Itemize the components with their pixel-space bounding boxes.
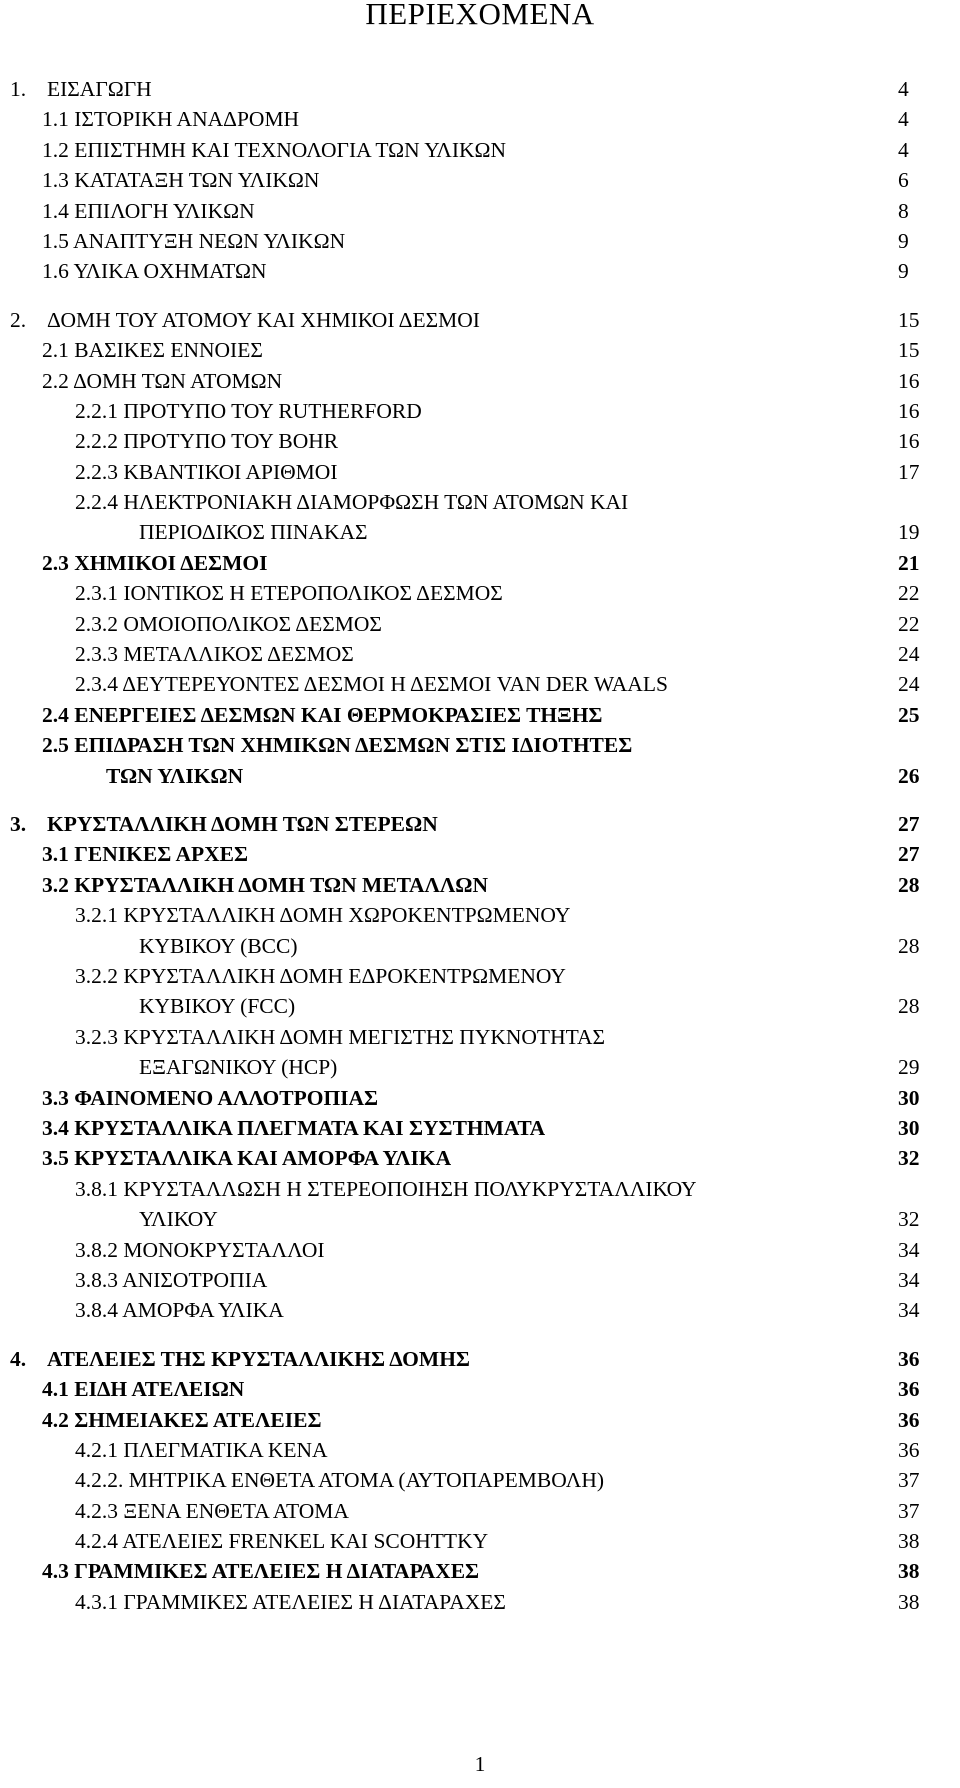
- toc-entry-title: [75, 669, 668, 699]
- toc-entry-title: [42, 1143, 451, 1173]
- toc-entry-number: 2.2.1: [75, 398, 118, 423]
- toc-entry-number: 2.3.3: [75, 642, 118, 667]
- toc-entry-title: [42, 839, 248, 869]
- toc-entry-number: 4.3: [42, 1559, 69, 1584]
- toc-entry[interactable]: [0, 366, 960, 396]
- toc-entry-title: [42, 104, 299, 134]
- toc-entry-number: 3.8.1: [75, 1176, 118, 1201]
- toc-entry-number: 3.8.2: [75, 1237, 118, 1262]
- toc-entry-text: ΜΕΤΑΛΛΙΚΟΣ ΔΕΣΜΟΣ: [123, 642, 354, 667]
- toc-entry-text-continued: ΥΛΙΚΟΥ: [139, 1207, 218, 1232]
- toc-entry-page: 17: [898, 459, 920, 484]
- toc-entry-title: [42, 548, 268, 578]
- toc-entry-number: 4.2.4: [75, 1529, 118, 1554]
- toc-entry-number: 1.3: [42, 168, 69, 193]
- toc-entry-number: 1.2: [42, 137, 69, 162]
- toc-entry-title: [42, 1113, 545, 1143]
- toc-entry-text: ΜΟΝΟΚΡΥΣΤΑΛΛΟΙ: [123, 1237, 325, 1262]
- toc-entry-title: [10, 809, 438, 839]
- toc-entry[interactable]: [0, 639, 960, 669]
- toc-entry-text: ΔΟΜΗ ΤΩΝ ΑΤΟΜΩΝ: [73, 368, 283, 393]
- toc-entry[interactable]: [0, 457, 960, 487]
- toc-entry-number: 1.1: [42, 107, 69, 132]
- toc-entry-number: 3.8.3: [75, 1267, 118, 1292]
- toc-entry-text: ΕΠΙΛΟΓΗ ΥΛΙΚΩΝ: [74, 198, 255, 223]
- toc-entry-title: [75, 1295, 284, 1325]
- toc-entry-text: ΚΡΥΣΤΑΛΛΙΚΑ ΚΑΙ ΑΜΟΡΦΑ ΥΛΙΚΑ: [74, 1146, 452, 1171]
- toc-entry[interactable]: [0, 1174, 960, 1235]
- toc-entry-number: 2.2.2: [75, 429, 118, 454]
- toc-entry[interactable]: [0, 256, 960, 286]
- toc-entry-text: ΚΡΥΣΤΑΛΛΙΚΗ ΔΟΜΗ ΤΩΝ ΜΕΤΑΛΛΩΝ: [74, 872, 489, 897]
- toc-entry-page: 24: [898, 672, 920, 697]
- toc-entry-page: 9: [898, 228, 909, 253]
- toc-entry-page: 9: [898, 259, 909, 284]
- toc-entry-number: 3.: [10, 812, 27, 837]
- toc-entry[interactable]: [0, 1113, 960, 1143]
- toc-entry-page: 8: [898, 198, 909, 223]
- toc-entry-number: 4.2.2.: [75, 1468, 124, 1493]
- toc-entry-page: 27: [898, 812, 920, 837]
- toc-entry[interactable]: [0, 74, 960, 104]
- toc-entry[interactable]: [0, 135, 960, 165]
- toc-entry[interactable]: [0, 1374, 960, 1404]
- toc-entry-title: [75, 1174, 697, 1235]
- toc-entry-title: [75, 1235, 325, 1265]
- toc-entry-page: 37: [898, 1468, 920, 1493]
- toc-entry-page: 34: [898, 1298, 920, 1323]
- toc-entry-page: 36: [898, 1437, 920, 1462]
- toc-entry-text: ΓΡΑΜΜΙΚΕΣ ΑΤΕΛΕΙΕΣ Η ΔΙΑΤΑΡΑΧΕΣ: [123, 1589, 506, 1614]
- toc-entry-text: ΦΑΙΝΟΜΕΝΟ ΑΛΛΟΤΡΟΠΙΑΣ: [74, 1085, 379, 1110]
- toc-entry[interactable]: [0, 578, 960, 608]
- toc-entry[interactable]: [0, 548, 960, 578]
- toc-entry-number: 2.3.2: [75, 611, 118, 636]
- toc-entry-title: [75, 609, 382, 639]
- toc-entry-text: ΠΛΕΓΜΑΤΙΚΑ ΚΕΝΑ: [123, 1437, 328, 1462]
- toc-entry-number: 3.3: [42, 1085, 69, 1110]
- toc-entry-title: [75, 578, 503, 608]
- toc-entry-text: ΕΙΣΑΓΩΓΗ: [47, 77, 152, 101]
- toc-entry-text: ΚΡΥΣΤΑΛΛΙΚΗ ΔΟΜΗ ΧΩΡΟΚΕΝΤΡΩΜΕΝΟΥ: [123, 903, 571, 928]
- toc-entry[interactable]: [0, 196, 960, 226]
- toc-entry-text: ΓΡΑΜΜΙΚΕΣ ΑΤΕΛΕΙΕΣ Η ΔΙΑΤΑΡΑΧΕΣ: [74, 1559, 480, 1584]
- toc-entry-text: ΚΡΥΣΤΑΛΛΙΚΗ ΔΟΜΗ ΕΔΡΟΚΕΝΤΡΩΜΕΝΟΥ: [123, 963, 566, 988]
- toc-entry-number: 3.8.4: [75, 1298, 118, 1323]
- toc-entry-text: ΕΙΔΗ ΑΤΕΛΕΙΩΝ: [74, 1377, 245, 1402]
- toc-entry-text: ΣΗΜΕΙΑΚΕΣ ΑΤΕΛΕΙΕΣ: [74, 1407, 322, 1432]
- toc-entry-number: 4.: [10, 1346, 27, 1371]
- toc-entry[interactable]: [0, 700, 960, 730]
- toc-entry-page: 38: [898, 1529, 920, 1554]
- toc-entry-title: [75, 396, 422, 426]
- toc-entry-page: 36: [898, 1377, 920, 1402]
- toc-entry[interactable]: [0, 104, 960, 134]
- toc-entry-text: ΚΡΥΣΤΑΛΛΙΚΑ ΠΛΕΓΜΑΤΑ ΚΑΙ ΣΥΣΤΗΜΑΤΑ: [74, 1115, 546, 1140]
- toc-entry-number: 4.3.1: [75, 1589, 118, 1614]
- toc-entry-page: 34: [898, 1267, 920, 1292]
- toc-entry[interactable]: [0, 1265, 960, 1295]
- toc-entry[interactable]: [0, 1295, 960, 1325]
- toc-entry-number: 3.4: [42, 1115, 69, 1140]
- toc-entry-text-continued: ΠΕΡΙΟΔΙΚΟΣ ΠΙΝΑΚΑΣ: [139, 520, 368, 545]
- toc-entry-title: [75, 900, 570, 961]
- toc-entry-text: ΠΡΟΤΥΠΟ ΤΟΥ BOHR: [123, 429, 339, 454]
- toc-entry-title: [42, 366, 282, 396]
- toc-entry-page: 30: [898, 1115, 920, 1140]
- toc-entry[interactable]: [0, 487, 960, 548]
- toc-entry-text: ΚΑΤΑΤΑΞΗ ΤΩΝ ΥΛΙΚΩΝ: [74, 168, 320, 193]
- toc-entry-title: [42, 730, 632, 791]
- toc-entry-page: 22: [898, 611, 920, 636]
- toc-entry-number: 2.1: [42, 338, 69, 363]
- toc-entry-number: 2.4: [42, 702, 69, 727]
- toc-entry-page: 28: [898, 994, 920, 1019]
- toc-entry-page: 26: [898, 763, 920, 788]
- page-title: ΠΕΡΙΕΧΟΜΕΝΑ: [365, 0, 595, 31]
- toc-entry-title: [42, 1405, 322, 1435]
- toc-entry-text: ΕΠΙΣΤΗΜΗ ΚΑΙ ΤΕΧΝΟΛΟΓΙΑ ΤΩΝ ΥΛΙΚΩΝ: [74, 137, 507, 162]
- toc-entry-number: 1.5: [42, 228, 69, 253]
- toc-entry-number: 2.3.4: [75, 672, 118, 697]
- toc-entry[interactable]: [0, 900, 960, 961]
- toc-entry-number: 2.3.1: [75, 581, 118, 606]
- toc-entry-text: ΚΡΥΣΤΑΛΛΙΚΗ ΔΟΜΗ ΜΕΓΙΣΤΗΣ ΠΥΚΝΟΤΗΤΑΣ: [123, 1024, 606, 1049]
- toc-entry[interactable]: [0, 730, 960, 791]
- toc-entry-title: [42, 196, 255, 226]
- toc-entry-number: 2.3: [42, 550, 69, 575]
- toc-entry-number: 3.2.1: [75, 903, 118, 928]
- toc-entry-title: [75, 1526, 488, 1556]
- toc-entry-page: 37: [898, 1498, 920, 1523]
- toc-entry[interactable]: [0, 1496, 960, 1526]
- toc-entry-title: [10, 74, 152, 104]
- toc-entry-title: [75, 487, 628, 548]
- toc-entry[interactable]: [0, 426, 960, 456]
- toc-entry-title: [75, 1496, 349, 1526]
- toc-entry-title: [42, 1083, 378, 1113]
- toc-entry[interactable]: [0, 165, 960, 195]
- toc-entry-page: 16: [898, 429, 920, 454]
- toc-entry-title: [42, 870, 488, 900]
- toc-entry[interactable]: [0, 809, 960, 839]
- toc-entry-number: 4.2: [42, 1407, 69, 1432]
- toc-entry-page: 38: [898, 1559, 920, 1584]
- toc-entry-page: 22: [898, 581, 920, 606]
- toc-entry-number: 3.1: [42, 842, 69, 867]
- toc-entry-text: ΒΑΣΙΚΕΣ ΕΝΝΟΙΕΣ: [74, 338, 263, 363]
- toc-entry[interactable]: [0, 1083, 960, 1113]
- toc-entry[interactable]: [0, 335, 960, 365]
- toc-entry-number: 4.2.1: [75, 1437, 118, 1462]
- toc-entry-title: [75, 1265, 267, 1295]
- toc-entry-page: 36: [898, 1346, 920, 1371]
- toc-entry-text: ΔΟΜΗ ΤΟΥ ΑΤΟΜΟΥ ΚΑΙ ΧΗΜΙΚΟΙ ΔΕΣΜΟΙ: [47, 307, 480, 332]
- toc-entry-text-continued: ΤΩΝ ΥΛΙΚΩΝ: [106, 763, 244, 788]
- toc-entry-text: ΚΡΥΣΤΑΛΛΙΚΗ ΔΟΜΗ ΤΩΝ ΣΤΕΡΕΩΝ: [47, 812, 438, 837]
- toc-entry-page: 27: [898, 842, 920, 867]
- toc-entry-title: [75, 1022, 605, 1083]
- toc-entry[interactable]: [0, 1587, 960, 1617]
- toc-entry-title: [75, 1587, 506, 1617]
- toc-entry-page: 4: [898, 77, 909, 101]
- toc-entry-page: 4: [898, 137, 909, 162]
- toc-entry-text: ΑΤΕΛΕΙΕΣ FRENKEL ΚΑΙ SCOHTTKY: [122, 1529, 489, 1554]
- toc-entry-page: 19: [898, 520, 920, 545]
- toc-entry-page: 34: [898, 1237, 920, 1262]
- toc-entry[interactable]: [0, 1143, 960, 1173]
- toc-entry-number: 2.2: [42, 368, 69, 393]
- toc-entry-text: ΚΡΥΣΤΑΛΛΩΣΗ Η ΣΤΕΡΕΟΠΟΙΗΣΗ ΠΟΛΥΚΡΥΣΤΑΛΛΙΚΟΥ: [123, 1176, 697, 1201]
- page-number: 1: [474, 1752, 486, 1776]
- toc-entry-text: ΧΗΜΙΚΟΙ ΔΕΣΜΟΙ: [74, 550, 268, 575]
- toc-entry-text: ΑΤΕΛΕΙΕΣ ΤΗΣ ΚΡΥΣΤΑΛΛΙΚΗΣ ΔΟΜΗΣ: [47, 1346, 470, 1371]
- toc-entry[interactable]: [0, 1405, 960, 1435]
- toc-entry-page: 29: [898, 1055, 920, 1080]
- toc-entry[interactable]: [0, 305, 960, 335]
- toc-entry-page: 38: [898, 1589, 920, 1614]
- toc-entry-title: [10, 305, 480, 335]
- toc-entry-page: 21: [898, 550, 920, 575]
- toc-entry-text: ΔΕΥΤΕΡΕΥΟΝΤΕΣ ΔΕΣΜΟΙ Η ΔΕΣΜΟΙ VAN DER WAALS: [122, 672, 668, 697]
- toc-entry[interactable]: [0, 1344, 960, 1374]
- toc-entry-title: [75, 1435, 328, 1465]
- toc-entry-page: 6: [898, 168, 909, 193]
- toc-entry[interactable]: [0, 870, 960, 900]
- toc-entry-page: 28: [898, 872, 920, 897]
- toc-entry-title: [42, 165, 319, 195]
- toc-entry-title: [42, 700, 603, 730]
- toc-entry[interactable]: [0, 1022, 960, 1083]
- toc-entry-number: 3.2: [42, 872, 69, 897]
- toc-entry-title: [75, 639, 354, 669]
- toc-entry-page: 28: [898, 933, 920, 958]
- toc-entry-number: 3.2.2: [75, 963, 118, 988]
- toc-entry[interactable]: [0, 669, 960, 699]
- toc-entry-text: ΞΕΝΑ ΕΝΘΕΤΑ ΑΤΟΜΑ: [123, 1498, 349, 1523]
- toc-entry-title: [75, 457, 337, 487]
- toc-entry-title: [75, 426, 338, 456]
- toc-entry[interactable]: [0, 396, 960, 426]
- toc-entry[interactable]: [0, 226, 960, 256]
- toc-entry-text: ΙΣΤΟΡΙΚΗ ΑΝΑΔΡΟΜΗ: [74, 107, 300, 132]
- toc-entry-page: 16: [898, 368, 920, 393]
- toc-entry[interactable]: [0, 609, 960, 639]
- toc-entry-text: ΓΕΝΙΚΕΣ ΑΡΧΕΣ: [74, 842, 249, 867]
- toc-entry-title: [42, 335, 263, 365]
- toc-entry-text: ΙΟΝΤΙΚΟΣ Η ΕΤΕΡΟΠΟΛΙΚΟΣ ΔΕΣΜΟΣ: [123, 581, 503, 606]
- toc-entry-page: 30: [898, 1085, 920, 1110]
- toc-entry[interactable]: [0, 1435, 960, 1465]
- toc-entry-title: [75, 961, 566, 1022]
- toc-entry-page: 36: [898, 1407, 920, 1432]
- toc-entry-title: [10, 1344, 470, 1374]
- toc-entry-text: ΑΝΙΣΟΤΡΟΠΙΑ: [122, 1267, 268, 1292]
- toc-entry-text: ΑΝΑΠΤΥΞΗ ΝΕΩΝ ΥΛΙΚΩΝ: [73, 228, 346, 253]
- toc-entry-text: ΕΠΙΔΡΑΣΗ ΤΩΝ ΧΗΜΙΚΩΝ ΔΕΣΜΩΝ ΣΤΙΣ ΙΔΙΟΤΗΤΕΣ: [74, 733, 633, 758]
- toc-entry-text: ΠΡΟΤΥΠΟ ΤΟΥ RUTHERFORD: [123, 398, 422, 423]
- toc-entry[interactable]: [0, 1465, 960, 1495]
- toc-entry-title: [42, 256, 267, 286]
- toc-entry[interactable]: [0, 1526, 960, 1556]
- toc-entry-text-continued: ΚΥΒΙΚΟΥ (BCC): [139, 933, 298, 958]
- toc-entry-text-continued: ΚΥΒΙΚΟΥ (FCC): [139, 994, 296, 1019]
- toc-entry-title: [42, 1374, 244, 1404]
- toc-entry-text: ΕΝΕΡΓΕΙΕΣ ΔΕΣΜΩΝ ΚΑΙ ΘΕΡΜΟΚΡΑΣΙΕΣ ΤΗΞΗΣ: [74, 702, 603, 727]
- toc-entry-number: 1.6: [42, 259, 69, 284]
- toc-entry-number: 3.5: [42, 1146, 69, 1171]
- toc-entry-title: [42, 135, 506, 165]
- toc-entry-number: 1.4: [42, 198, 69, 223]
- toc-entry-text: ΥΛΙΚΑ ΟΧΗΜΑΤΩΝ: [73, 259, 267, 284]
- toc-entry[interactable]: [0, 1235, 960, 1265]
- toc-entry-text-continued: ΕΞΑΓΩΝΙΚΟΥ (HCP): [139, 1055, 338, 1080]
- toc-entry-number: 4.2.3: [75, 1498, 118, 1523]
- toc-entry-page: 15: [898, 338, 920, 363]
- toc-entry-number: 2.2.4: [75, 490, 118, 515]
- toc-entry-text: ΗΛΕΚΤΡΟΝΙΑΚΗ ΔΙΑΜΟΡΦΩΣΗ ΤΩΝ ΑΤΟΜΩΝ ΚΑΙ: [123, 490, 629, 515]
- toc-entry[interactable]: [0, 839, 960, 869]
- toc-entry-number: 2.5: [42, 733, 69, 758]
- toc-entry-title: [42, 1556, 479, 1586]
- toc-entry-number: 1.: [10, 77, 27, 101]
- toc-entry[interactable]: [0, 1556, 960, 1586]
- toc-entry-number: 2.: [10, 307, 27, 332]
- toc-entry-text: ΜΗΤΡΙΚΑ ΕΝΘΕΤΑ ΑΤΟΜΑ (ΑΥΤΟΠΑΡΕΜΒΟΛΗ): [128, 1468, 605, 1493]
- toc-entry-number: 3.2.3: [75, 1024, 118, 1049]
- table-of-contents: [0, 74, 960, 1617]
- toc-entry-page: 25: [898, 702, 920, 727]
- toc-entry-page: 4: [898, 107, 909, 132]
- toc-entry-text: ΟΜΟΙΟΠΟΛΙΚΟΣ ΔΕΣΜΟΣ: [123, 611, 382, 636]
- toc-entry-number: 2.2.3: [75, 459, 118, 484]
- toc-entry-page: 32: [898, 1146, 920, 1171]
- toc-entry-page: 32: [898, 1207, 920, 1232]
- toc-entry-title: [75, 1465, 604, 1495]
- toc-entry-text: ΚΒΑΝΤΙΚΟΙ ΑΡΙΘΜΟΙ: [123, 459, 338, 484]
- toc-entry[interactable]: [0, 961, 960, 1022]
- toc-entry-page: 15: [898, 307, 920, 332]
- toc-entry-page: 16: [898, 398, 920, 423]
- toc-entry-page: 24: [898, 642, 920, 667]
- toc-entry-number: 4.1: [42, 1377, 69, 1402]
- toc-entry-title: [42, 226, 345, 256]
- toc-entry-text: ΑΜΟΡΦΑ ΥΛΙΚΑ: [122, 1298, 284, 1323]
